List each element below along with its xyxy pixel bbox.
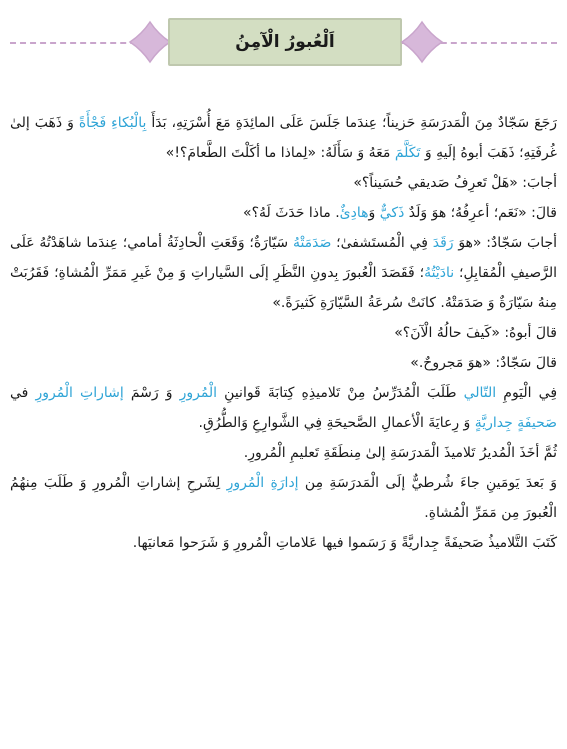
paragraph-text: فِي الْيَومِ <box>496 385 558 401</box>
paragraph-text: أجابَ: «هَلْ تَعرِفُ صَديقي حُسَيناً؟» <box>353 175 557 191</box>
ornament-right-icon <box>400 20 444 64</box>
title-banner <box>0 12 567 74</box>
highlighted-word: ذَكيٌّ <box>379 205 405 221</box>
highlighted-word: نادَيْتُهُ <box>424 265 455 281</box>
highlighted-word: هادِئٌ <box>339 205 369 221</box>
highlighted-word: صَدَمَتْهُ <box>292 235 332 251</box>
highlighted-word: التّالي <box>463 385 497 401</box>
paragraph-text: رَجَعَ سَجّادٌ مِنَ الْمَدرَسَةِ حَزيناً؛ عِندَما جَلَسَ عَلَى المائِدَةِ مَعَ أُسْرَتِهِ، بَدَأَ <box>146 115 557 131</box>
paragraph-text: . ماذا حَدَثَ لَهُ؟» <box>243 205 340 221</box>
story-paragraph <box>10 468 557 528</box>
story-paragraph <box>10 318 557 348</box>
paragraph-text: أجابَ سَجّادٌ: «هوَ <box>453 235 558 251</box>
story-paragraph <box>10 108 557 168</box>
highlighted-word: إشاراتِ الْمُرورِ <box>35 385 124 401</box>
paragraph-text: لِشَرحِ إشاراتِ الْمُرورِ وَ طَلَبَ مِنهُمُ الْعُبورَ مِن مَمَرِّ الْمُشاةِ. <box>10 475 557 521</box>
story-paragraph <box>10 378 557 438</box>
paragraph-text: وَ ذَهَبَ إلىٰ غُرفَتِهِ؛ ذَهَبَ أبوهُ إلَيهِ وَ <box>10 115 557 161</box>
story-paragraph <box>10 198 557 228</box>
paragraph-text: وَ <box>368 205 380 221</box>
paragraph-text: طَلَبَ الْمُدَرِّسُ مِنْ تَلاميذِهِ كِتابَةَ قَوانينِ <box>217 385 464 401</box>
paragraph-text: قالَ أبوهُ: «كَيفَ حالُهُ الْآنَ؟» <box>394 325 557 341</box>
paragraph-text: ؛ فَقَصَدَ الْعُبورَ بِدونِ النَّظَرِ إلَى السَّياراتِ وَ مِنْ غَيرِ مَمَرِّ الْمُشاةِ؛ فَقَرُبَتْ مِنهُ سَيّارَةٌ وَ صَدَمَتْهُ. كانَتْ سُرعَةُ السَّيّارَةِ كَثيرَةً.» <box>10 265 557 311</box>
story-text <box>10 108 557 558</box>
ornament-left-icon <box>128 20 172 64</box>
highlighted-word: الْمُرورِ <box>179 385 218 401</box>
story-paragraph <box>10 168 557 198</box>
story-paragraph <box>10 528 557 558</box>
story-paragraph <box>10 438 557 468</box>
paragraph-text: وَ رِعايَةَ الْأعمالِ الصَّحيحَةِ فِي الشَّوارِعِ وَالطُّرُقِ. <box>198 415 475 431</box>
paragraph-text: في <box>10 385 36 401</box>
paragraph-text: سَيّارَةٌ؛ وَقَعَتِ الْحادِثَةُ أمامي؛ عِندَما شاهَدْتُهُ عَلَى الرَّصيفِ الْمُقابِلِ؛ <box>10 235 557 281</box>
story-paragraph <box>10 228 557 318</box>
paragraph-text: ثُمَّ أخَذَ الْمُديرُ تَلاميذَ الْمَدرَسَةِ إلىٰ مِنطَقَةِ تَعليمِ الْمُرورِ. <box>243 445 557 461</box>
paragraph-text: قالَ سَجّادٌ: «هوَ مَجروحٌ.» <box>410 355 557 371</box>
story-paragraph <box>10 348 557 378</box>
highlighted-word: إدارَةِ الْمُرورِ <box>226 475 299 491</box>
paragraph-text: مَعَهُ وَ سَأَلَهُ: «لِماذا ما أكَلْتَ الطَّعامَ؟!» <box>165 145 395 161</box>
paragraph-text: كَتَبَ التَّلاميذُ صَحيفَةً جِداريَّةً وَ رَسَموا فيها عَلاماتِ الْمُرورِ وَ شَرَحوا مَعانيَها. <box>132 535 557 551</box>
paragraph-text: وَ بَعدَ يَومَينِ جاءَ شُرطيٌّ إلَى الْمَدرَسَةِ مِن <box>298 475 557 491</box>
highlighted-word: رَقَدَ <box>432 235 454 251</box>
paragraph-text: وَ رَسْمَ <box>123 385 180 401</box>
highlighted-word: صَحيفَةٍ جِداريَّةٍ <box>474 415 557 431</box>
highlighted-word: تَكَلَّمَ <box>394 145 421 161</box>
highlighted-word: بِالْبُكاءِ فَجْأَةً <box>78 115 147 131</box>
lesson-title: اَلْعُبورُ الْآمِنُ <box>168 18 402 66</box>
paragraph-text: فِي الْمُستَشفىٰ؛ <box>331 235 433 251</box>
paragraph-text: قالَ: «نَعَم؛ أعرِفُهُ؛ هوَ وَلَدٌ <box>404 205 557 221</box>
